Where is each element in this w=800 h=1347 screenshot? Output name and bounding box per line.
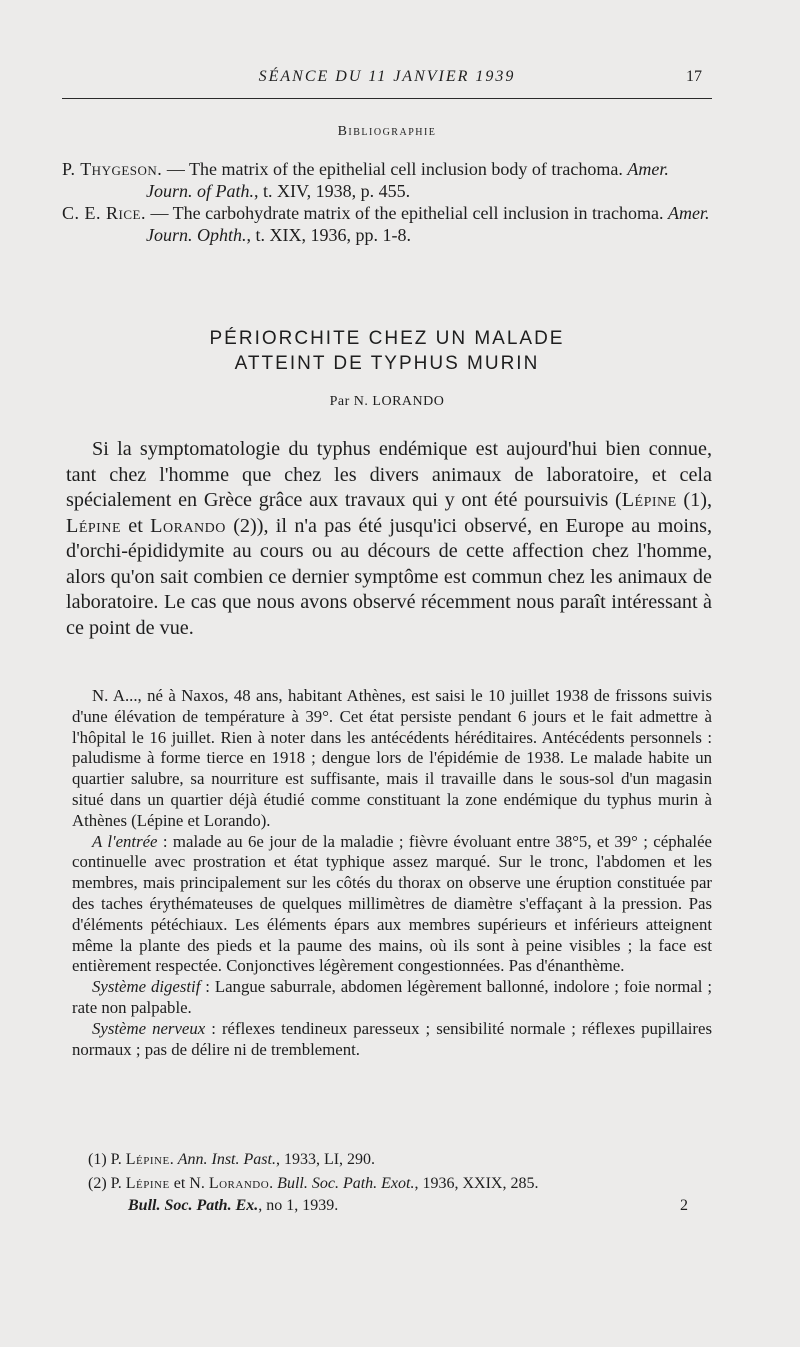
article-title (62, 326, 712, 376)
section-label: Système nerveux (92, 1018, 206, 1038)
bibliography-entry (62, 202, 712, 246)
footnote-number: (2) P. (88, 1175, 126, 1192)
running-title: SÉANCE DU 11 JANVIER 1939 (258, 68, 516, 85)
footnote-author: Lorando (208, 1175, 270, 1192)
footnote-author: Lépine (125, 1175, 170, 1192)
nerveux-paragraph (72, 1019, 712, 1061)
ref-journal: Amer. Journ. of Path. (146, 159, 669, 201)
section-label: A l'entrée (92, 831, 158, 851)
ref-details: , t. XIX, 1936, pp. 1-8. (246, 225, 411, 245)
ref-author: C. E. Rice. (62, 203, 146, 223)
article-title-line: ATTEINT DE TYPHUS MURIN (234, 353, 540, 374)
case-report (72, 686, 712, 1060)
footnote-text: . (269, 1175, 278, 1192)
section-text: : malade au 6e jour de la maladie ; fièvre évoluant entre 38°5, et 39° ; céphalée continuelle avec prostration et état typhique assez marqué. Sur le tronc, l'abdomen et les membres, mais principalement sur les côtés du thorax on observe une éruption constituée par des taches érythémateuses de quelques millimètres de diamètre s'effaçant à la pression. Pas d'éléments pétéchiaux. Les éléments épars aux membres supérieurs et inférieurs atteignent même la plante des pieds et la paume des mains, où ils sont à peine visibles ; la face est entièrement respectée. Conjonctives légèrement congestionnées. Pas d'énanthème. (72, 831, 712, 976)
intro-text: Si la symptomatologie du typhus endémique est aujourd'hui bien connue, tant chez l'homme que chez les divers animaux de laboratoire, et cela spécialement en Grèce grâce aux travaux qui y ont été poursuivis ( (66, 438, 712, 511)
bibliography-entry (62, 158, 712, 202)
article-byline: Par N. LORANDO (329, 394, 445, 409)
header-rule (62, 98, 712, 99)
footnote-number: (1) P. (88, 1151, 126, 1168)
ref-title: — The carbohydrate matrix of the epithelial cell inclusion in trachoma. (145, 203, 668, 223)
bibliography-list (62, 158, 712, 246)
footnote-journal: Ann. Inst. Past. (177, 1151, 276, 1168)
author-name: Lépine (66, 514, 121, 537)
author-name: Lépine (621, 489, 677, 511)
page-number: 17 (686, 68, 702, 85)
footnote-journal: Bull. Soc. Path. Exot. (277, 1175, 415, 1192)
case-history-paragraph: N. A..., né à Naxos, 48 ans, habitant Athènes, est saisi le 10 juillet 1938 de frissons suivis d'une élévation de température à 39°. Cet état persiste pendant 6 jours et le fait admettre à l'hôpital le 16 juillet. Rien à noter dans les antécédents héréditaires. Antécédents personnels : paludisme à forme tierce en 1918 ; dengue lors de l'épidémie de 1938. Le malade habite un quartier salubre, sa nourriture est suffisante, mais il travaille dans le sous-sol d'un magasin situé dans un quartier déjà étudié comme constituant la zone endémique du typhus murin à Athènes (Lépine et Lorando). (72, 686, 712, 830)
intro-paragraph (66, 437, 712, 641)
signature-issue: , no 1, 1939. (258, 1197, 339, 1214)
digestif-paragraph (72, 977, 712, 1019)
signature-journal: Bull. Soc. Path. Ex. (128, 1197, 259, 1214)
printer-signature (128, 1196, 688, 1216)
section-text: : réflexes tendineux paresseux ; sensibilité normale ; réflexes pupillaires normaux ; pas de délire ni de tremblement. (72, 1018, 712, 1059)
footnote-author: Lépine (125, 1151, 170, 1168)
footnotes (88, 1148, 688, 1196)
bibliography-heading: Bibliographie (337, 124, 437, 139)
footnote-details: , 1936, XXIX, 285. (414, 1175, 539, 1192)
article-title-line: PÉRIORCHITE CHEZ UN MALADE (209, 328, 565, 349)
ref-author: P. Thygeson. (62, 159, 163, 179)
intro-text: et (121, 514, 151, 537)
author-name: Lorando (150, 514, 226, 537)
footnote (88, 1172, 688, 1196)
footnote-details: , 1933, LI, 290. (275, 1151, 376, 1168)
ref-title: — The matrix of the epithelial cell inclusion body of trachoma. (162, 159, 628, 179)
footnote-text: et N. (169, 1175, 209, 1192)
section-label: Système digestif (92, 977, 201, 997)
intro-text: (2)), il n'a pas été jusqu'ici observé, en Europe au moins, d'orchi-épididymite au cours ou au décours de cette affection chez l'homme, alors qu'on sait combien ce dernier symptôme est commun chez les animaux de laboratoire. Le cas que nous avons observé récemment nous paraît intéressant à ce point de vue. (66, 514, 712, 639)
footnote-text: . (169, 1151, 178, 1168)
ref-journal: Amer. Journ. Ophth. (146, 203, 710, 245)
signature-sheet-number: 2 (680, 1197, 688, 1214)
section-text: : Langue saburrale, abdomen légèrement ballonné, indolore ; foie normal ; rate non palpable. (72, 977, 712, 1017)
entree-paragraph (72, 832, 712, 978)
intro-text: (1), (676, 489, 713, 511)
footnote (88, 1148, 688, 1172)
ref-details: , t. XIV, 1938, p. 455. (254, 181, 411, 201)
